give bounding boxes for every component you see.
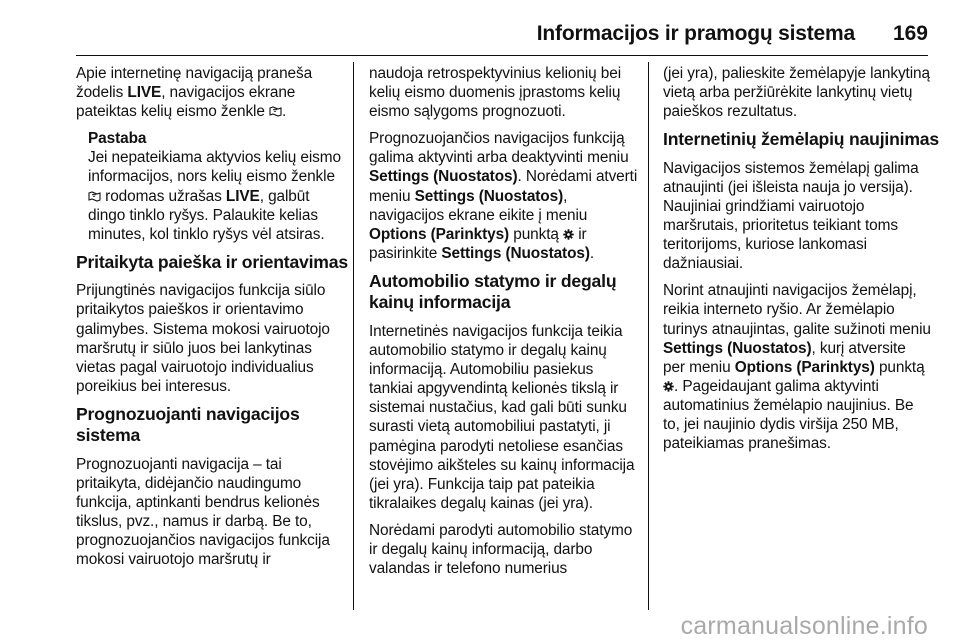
page-header	[0, 0, 960, 56]
heading-map-update: Internetinių žemėlapių naujinimas	[663, 129, 939, 150]
column-1	[76, 64, 348, 577]
paragraph-personalized-search: Prijungtinės navigacijos funkcija siūlo pritaikytos paieškos ir orientavimo galimybes. Sistema mokosi vairuotojo maršrutų ir siūlo juos bei lankytinas vietas pagal vairuotojo individualius poreikius bei interesus.	[76, 282, 330, 395]
menu-settings-label: Settings (Nuostatos)	[441, 244, 590, 262]
heading-personalized-search: Pritaikyta paieška ir orientavimas	[76, 251, 348, 272]
paragraph-map-update-howto: Norint atnaujinti navigacijos žemėlapį, reikia interneto ryšio. Ar žemėlapio turinys atnaujintas, galite sužinoti meniu Settings (Nuostatos), kurį atversite per meniu Options (Parinktys) punktą . Pageidaujant galima aktyvinti automatinius žemėlapio naujinius. Be to, jei naujinio dydis viršija 250 MB, pateikiamas pranešimas.	[663, 282, 931, 453]
column-divider-2	[648, 62, 649, 610]
menu-settings-label: Settings (Nuostatos)	[414, 187, 564, 205]
paragraph-live-intro: Apie internetinę navigaciją praneša žodelis LIVE, navigacijos ekrane pateiktas kelių eismo ženkle .	[76, 65, 313, 121]
menu-options-label: Options (Parinktys)	[734, 358, 875, 376]
note-block	[88, 129, 348, 244]
paragraph-map-update: Navigacijos sistemos žemėlapį galima atnaujinti (jei išleista nauja jo versija). Naujiniai grindžiami vairuotojo maršrutais, prioritetus teikiant toms teritorijoms, kuriose lankomasi dažniausiai.	[663, 159, 919, 273]
live-label: LIVE	[127, 84, 162, 102]
heading-predictive-navigation: Prognozuojanti navigacijos sistema	[76, 403, 300, 446]
map-signal-icon	[269, 106, 282, 117]
paragraph-activate-predictive: Prognozuojančios navigacijos funkciją galima aktyvinti arba deaktyvinti meniu Settings (Nuostatos). Norėdami atverti meniu Settings (Nuostatos), navigacijos ekrane eikite į meniu Options (Parinktys) punktą ir pasirinkite Settings (Nuostatos).	[369, 130, 638, 262]
page-title: Informacijos ir pramogų sistema	[536, 22, 855, 45]
header-rule	[76, 55, 928, 56]
menu-options-label: Options (Parinktys)	[369, 225, 510, 243]
gear-icon	[663, 381, 674, 392]
menu-settings-label: Settings (Nuostatos)	[369, 168, 518, 186]
column-divider-1	[353, 62, 354, 610]
gear-icon	[563, 229, 574, 240]
page-footer	[0, 610, 960, 642]
watermark: carmanualsonline.info	[680, 612, 928, 640]
paragraph-predictive-navigation: Prognozuojanti navigacija – tai pritaikyta, didėjančio naudingumo funkcija, aptinkanti bendrus kelionės tikslus, pvz., namus ir darbą. Be to, prognozuojančios navigacijos funkcija mokosi vairuotojo maršrutų ir	[76, 455, 330, 569]
map-signal-icon	[88, 191, 101, 202]
paragraph-retrospective: naudoja retrospektyvinius kelionių bei kelių eismo duomenis įprastoms kelių eismo sąlygoms prognozuoti.	[369, 65, 622, 121]
page-number: 169	[892, 22, 928, 45]
column-3	[663, 64, 939, 461]
live-label: LIVE	[225, 187, 260, 205]
heading-parking-fuel: Automobilio statymo ir degalų kainų informacija	[369, 270, 617, 313]
paragraph-poi-results: (jei yra), palieskite žemėlapyje lankytiną vietą arba peržiūrėkite lankytinų vietų paieškos rezultatus.	[663, 65, 930, 121]
paragraph-parking-fuel: Internetinės navigacijos funkcija teikia automobilio statymo ir degalų kainų informaciją. Automobiliu pasiekus tankiai apgyvendintą kelionės tikslą ir sistemai nustačius, kad gali būti sunku surasti vietą automobiliui pastatyti, ji pamėgina parodyti netoliese esančias stovėjimo aikšteles su kainų informacija (jei yra). Funkcija taip pat pateikia tikralaikes degalų kainas (jei yra).	[369, 322, 635, 512]
note-text: Jei nepateikiama aktyvios kelių eismo informacijos, nors kelių eismo ženkle rodomas užrašas LIVE, galbūt dingo tinklo ryšys. Palaukite kelias minutes, kol tinklo ryšys vėl atsiras.	[88, 149, 341, 243]
menu-settings-label: Settings (Nuostatos)	[663, 339, 812, 357]
paragraph-show-parking-fuel: Norėdami parodyti automobilio statymo ir degalų kainų informaciją, darbo valandas ir telefono numerius	[369, 521, 633, 578]
note-title: Pastaba	[88, 130, 147, 148]
column-2	[369, 64, 641, 586]
